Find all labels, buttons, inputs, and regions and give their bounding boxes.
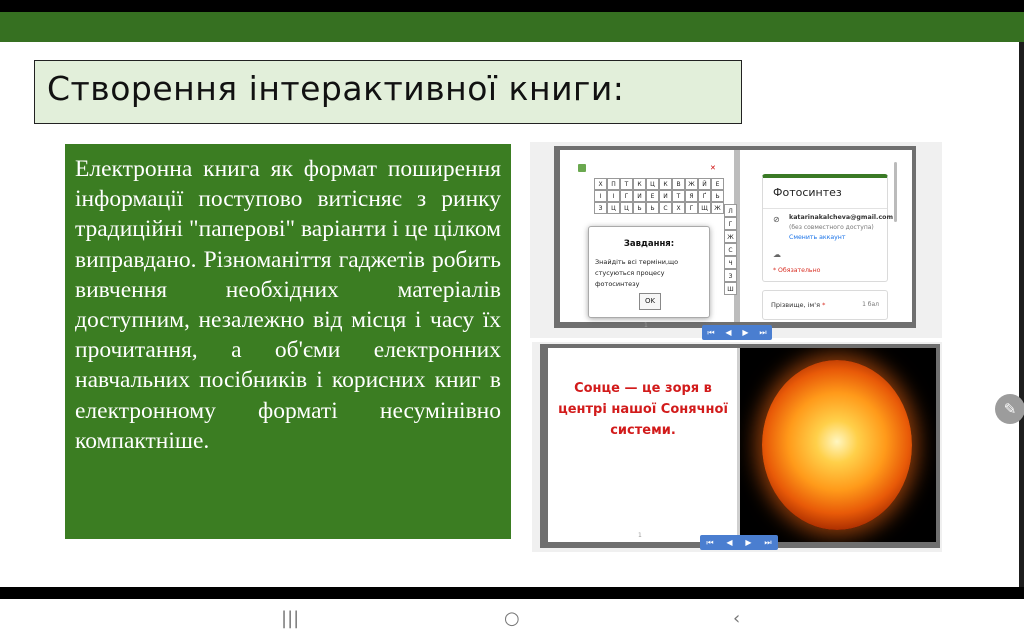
grid-cell[interactable]: Ц bbox=[646, 178, 659, 190]
page-number: 1 bbox=[644, 322, 648, 329]
grid-cell[interactable]: Ж bbox=[711, 202, 724, 214]
first-page-button[interactable]: ⏮ bbox=[706, 538, 714, 547]
book-nav-controls bbox=[700, 535, 778, 550]
body-text-box bbox=[65, 144, 511, 539]
grid-row bbox=[594, 202, 724, 214]
next-page-button[interactable]: ▶ bbox=[745, 538, 752, 547]
grid-cell[interactable]: Е bbox=[711, 178, 724, 190]
header-band bbox=[0, 12, 1024, 42]
change-account-link[interactable]: Сменить аккаунт bbox=[789, 234, 846, 241]
grid-cell[interactable]: Т bbox=[672, 190, 685, 202]
grid-cell[interactable]: П bbox=[607, 178, 620, 190]
book-preview-wordsearch[interactable] bbox=[530, 142, 942, 338]
home-button[interactable]: ○ bbox=[504, 608, 520, 629]
title-box bbox=[34, 60, 742, 124]
grid-cell[interactable]: І bbox=[607, 190, 620, 202]
slide-body-text: Електронна книга як формат поширення інформації поступово витісняє з ринку традиційні "паперові" варіанти і це цілком виправдано. Різноманіття гаджетів робить вивчення необхідних матеріалів доступним, незалежно від місця і часу їх прочитання, а об'єми електронних навчальних посібників і корисних книг в електронному форматі несумінівно компактніше. bbox=[75, 156, 501, 454]
book-icon bbox=[578, 164, 586, 172]
prev-page-button[interactable]: ◀ bbox=[726, 538, 733, 547]
sun-image bbox=[762, 360, 912, 530]
word-search-side-column bbox=[724, 204, 737, 295]
close-icon[interactable]: ✕ bbox=[710, 164, 716, 172]
grid-row bbox=[594, 178, 724, 190]
grid-cell[interactable]: И bbox=[659, 190, 672, 202]
next-page-button[interactable]: ▶ bbox=[742, 328, 749, 337]
google-form-embed bbox=[762, 158, 894, 318]
grid-cell[interactable]: І bbox=[594, 190, 607, 202]
system-navigation-bar bbox=[0, 599, 1024, 640]
grid-cell[interactable]: Я bbox=[685, 190, 698, 202]
slide-edge bbox=[1019, 42, 1024, 587]
last-page-button[interactable]: ⏭ bbox=[764, 538, 772, 547]
recent-apps-button[interactable]: ||| bbox=[281, 608, 300, 629]
slide bbox=[0, 12, 1024, 587]
grid-cell[interactable]: Г bbox=[724, 217, 737, 230]
book-right-page bbox=[740, 348, 936, 542]
grid-cell[interactable]: К bbox=[659, 178, 672, 190]
grid-cell[interactable]: Ь bbox=[711, 190, 724, 202]
account-email: katarinakalcheva@gmail.com bbox=[789, 214, 894, 221]
grid-cell[interactable]: Ц bbox=[620, 202, 633, 214]
last-page-button[interactable]: ⏭ bbox=[759, 328, 767, 337]
slide-title: Створення інтерактивної книги: bbox=[47, 69, 625, 108]
required-note: * Обязательно bbox=[773, 267, 821, 274]
grid-cell[interactable]: И bbox=[633, 190, 646, 202]
grid-cell[interactable]: Й bbox=[698, 178, 711, 190]
grid-cell[interactable]: Ч bbox=[724, 256, 737, 269]
grid-cell[interactable]: Ж bbox=[724, 230, 737, 243]
dialog-text: Знайдіть всі терміни,що стусуються процесу фотосинтезу bbox=[595, 258, 679, 288]
grid-cell[interactable]: Л bbox=[724, 204, 737, 217]
grid-cell[interactable]: Т bbox=[620, 178, 633, 190]
sun-caption: Сонце — це зоря в центрі нашої Сонячної системи. bbox=[558, 381, 728, 438]
book-preview-sun[interactable] bbox=[532, 342, 942, 552]
word-search-grid[interactable] bbox=[594, 178, 724, 214]
form-scrollbar[interactable] bbox=[894, 162, 897, 222]
book-nav-controls bbox=[702, 325, 772, 340]
prev-page-button[interactable]: ◀ bbox=[725, 328, 732, 337]
grid-cell[interactable]: Г bbox=[685, 202, 698, 214]
screen-bottom-bezel bbox=[0, 587, 1024, 599]
grid-cell[interactable]: К bbox=[633, 178, 646, 190]
grid-cell[interactable]: С bbox=[724, 243, 737, 256]
grid-cell[interactable]: Щ bbox=[698, 202, 711, 214]
grid-cell[interactable]: Ж bbox=[685, 178, 698, 190]
status-bar bbox=[0, 0, 1024, 12]
ok-button[interactable]: OK bbox=[639, 293, 661, 310]
back-button[interactable]: ‹ bbox=[733, 608, 741, 629]
cloud-icon: ☁ bbox=[773, 250, 781, 259]
form-divider bbox=[763, 208, 887, 209]
grid-cell[interactable]: З bbox=[594, 202, 607, 214]
grid-cell[interactable]: Ь bbox=[646, 202, 659, 214]
required-star: * bbox=[822, 301, 826, 309]
grid-cell[interactable]: Х bbox=[594, 178, 607, 190]
grid-cell[interactable]: Ґ bbox=[698, 190, 711, 202]
page-number: 1 bbox=[638, 532, 642, 539]
grid-cell[interactable]: Г bbox=[620, 190, 633, 202]
form-question-card[interactable] bbox=[762, 290, 888, 320]
account-sharing-note: (без совместного доступа) bbox=[789, 224, 874, 231]
form-header-card bbox=[762, 174, 894, 282]
question-label bbox=[771, 301, 825, 309]
first-page-button[interactable]: ⏮ bbox=[707, 328, 715, 337]
grid-cell[interactable]: Ь bbox=[633, 202, 646, 214]
grid-cell[interactable]: Ш bbox=[724, 282, 737, 295]
task-dialog bbox=[588, 226, 710, 318]
grid-cell[interactable]: В bbox=[672, 178, 685, 190]
grid-cell[interactable]: Е bbox=[646, 190, 659, 202]
question-score: 1 бал bbox=[862, 301, 879, 308]
form-title: Фотосинтез bbox=[773, 186, 842, 199]
dialog-title: Завдання: bbox=[623, 239, 675, 249]
grid-cell[interactable]: З bbox=[724, 269, 737, 282]
pen-tool-button[interactable] bbox=[995, 394, 1024, 424]
grid-cell[interactable]: С bbox=[659, 202, 672, 214]
grid-row bbox=[594, 190, 724, 202]
grid-cell[interactable]: Ц bbox=[607, 202, 620, 214]
question-label-text: Прізвище, ім'я bbox=[771, 301, 820, 309]
eye-off-icon: ⊘ bbox=[773, 215, 780, 224]
pencil-icon: ✎ bbox=[1003, 400, 1017, 418]
grid-cell[interactable]: Х bbox=[672, 202, 685, 214]
